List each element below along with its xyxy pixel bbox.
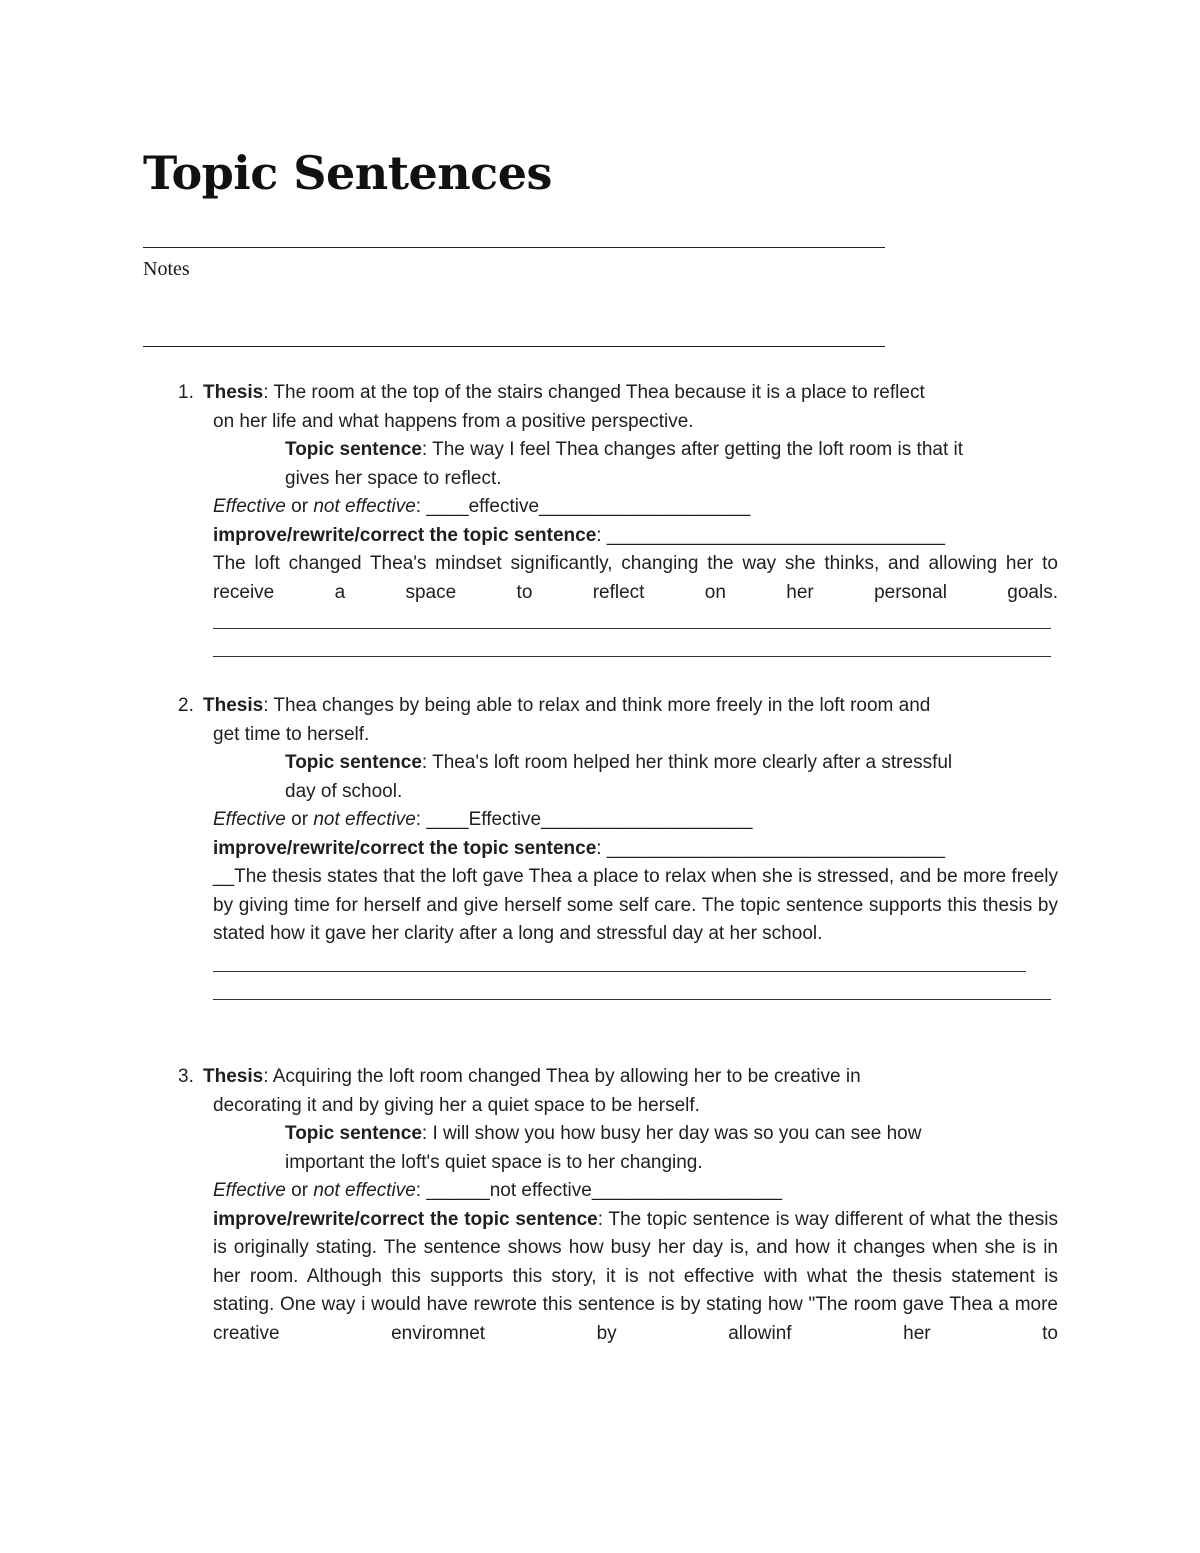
item-number: 1.: [178, 382, 194, 403]
notes-divider: [143, 346, 885, 347]
topic-continuation: gives her space to reflect.: [285, 467, 502, 489]
answer-underline-2: [213, 999, 1051, 1000]
improve-label: improve/rewrite/correct the topic sentence: [213, 837, 597, 859]
list-item-1: [178, 379, 1058, 657]
thesis-label: Thesis: [203, 382, 264, 403]
not-effective-label: not effective: [313, 496, 416, 517]
notes-label: Notes: [143, 258, 190, 280]
effective-label: Effective: [213, 496, 286, 517]
effective-line: [178, 806, 1058, 835]
thesis-text: : The room at the top of the stairs changed Thea because it is a place to reflect: [263, 382, 925, 403]
answer-text: __The thesis states that the loft gave Thea a place to relax when she is stressed, and be more freely by giving time for herself and give herself some self care. The topic sentence supports this thesis by stated how it gave her clarity after a long and stressful day at her school.: [213, 866, 1058, 944]
thesis-label: Thesis: [203, 695, 264, 716]
thesis-text: : Acquiring the loft room changed Thea by allowing her to be creative in: [263, 1066, 861, 1087]
thesis-continuation: get time to herself.: [213, 723, 370, 745]
topic-line: [178, 1120, 1058, 1149]
topic-label: Topic sentence: [285, 439, 422, 460]
topic-text: : Thea's loft room helped her think more clearly after a stressful: [421, 752, 953, 773]
topic-text: : The way I feel Thea changes after getting the loft room is that it: [421, 439, 964, 460]
improve-line: [178, 522, 1058, 551]
improve-text: : The topic sentence is way different of what the thesis is originally stating. The sentence shows how busy her day is, and how it changes when she is in her room. Although this supports this story, it is not effective with what the thesis statement is stating. One way i would have rewrote this sentence is by stating how "The room gave Thea a more creative enviromnet by allowinf her to: [213, 1208, 1058, 1344]
not-effective-label: not effective: [313, 1180, 416, 1201]
not-effective-label: not effective: [313, 809, 416, 830]
thesis-line: [178, 1063, 1058, 1092]
or-label: or: [285, 809, 314, 830]
or-label: or: [285, 1180, 314, 1201]
effective-value: : ______not effective__________________: [415, 1180, 783, 1201]
improve-line: [178, 835, 1058, 864]
improve-label: improve/rewrite/correct the topic sentence: [213, 524, 597, 546]
thesis-line: [178, 692, 1058, 721]
answer-underline-1: [213, 628, 1051, 629]
answer-underline-2: [213, 656, 1051, 657]
topic-line: [178, 436, 1058, 465]
list-item-3: [178, 1063, 1058, 1348]
topic-text: : I will show you how busy her day was so you can see how: [421, 1123, 922, 1144]
thesis-continuation: decorating it and by giving her a quiet space to be herself.: [213, 1094, 700, 1116]
improve-suffix: : ________________________________: [596, 837, 945, 859]
answer-underline-1: [213, 971, 1026, 972]
title-divider: [143, 247, 885, 248]
page-title: Topic Sentences: [143, 146, 552, 200]
list-item-2: [178, 692, 1058, 1000]
topic-label: Topic sentence: [285, 1123, 422, 1144]
improve-suffix: : ________________________________: [596, 524, 945, 546]
thesis-text: : Thea changes by being able to relax and think more freely in the loft room and: [263, 695, 931, 716]
topic-continuation: day of school.: [285, 780, 403, 802]
effective-label: Effective: [213, 809, 286, 830]
thesis-label: Thesis: [203, 1066, 264, 1087]
effective-value: : ____Effective____________________: [415, 809, 753, 830]
item-number: 2.: [178, 695, 194, 716]
answer-text: The loft changed Thea's mindset significantly, changing the way she thinks, and allowing her to receive a space to reflect on her personal goals.: [213, 553, 1058, 603]
effective-label: Effective: [213, 1180, 286, 1201]
effective-value: : ____effective____________________: [415, 496, 751, 517]
improve-paragraph: [178, 1206, 1058, 1349]
thesis-continuation: on her life and what happens from a positive perspective.: [213, 410, 694, 432]
topic-line: [178, 749, 1058, 778]
effective-line: [178, 493, 1058, 522]
effective-line: [178, 1177, 1058, 1206]
or-label: or: [285, 496, 314, 517]
topic-continuation: important the loft's quiet space is to her changing.: [285, 1151, 703, 1173]
improve-label: improve/rewrite/correct the topic sentence: [213, 1208, 598, 1230]
topic-label: Topic sentence: [285, 752, 422, 773]
item-number: 3.: [178, 1066, 194, 1087]
thesis-line: [178, 379, 1058, 408]
